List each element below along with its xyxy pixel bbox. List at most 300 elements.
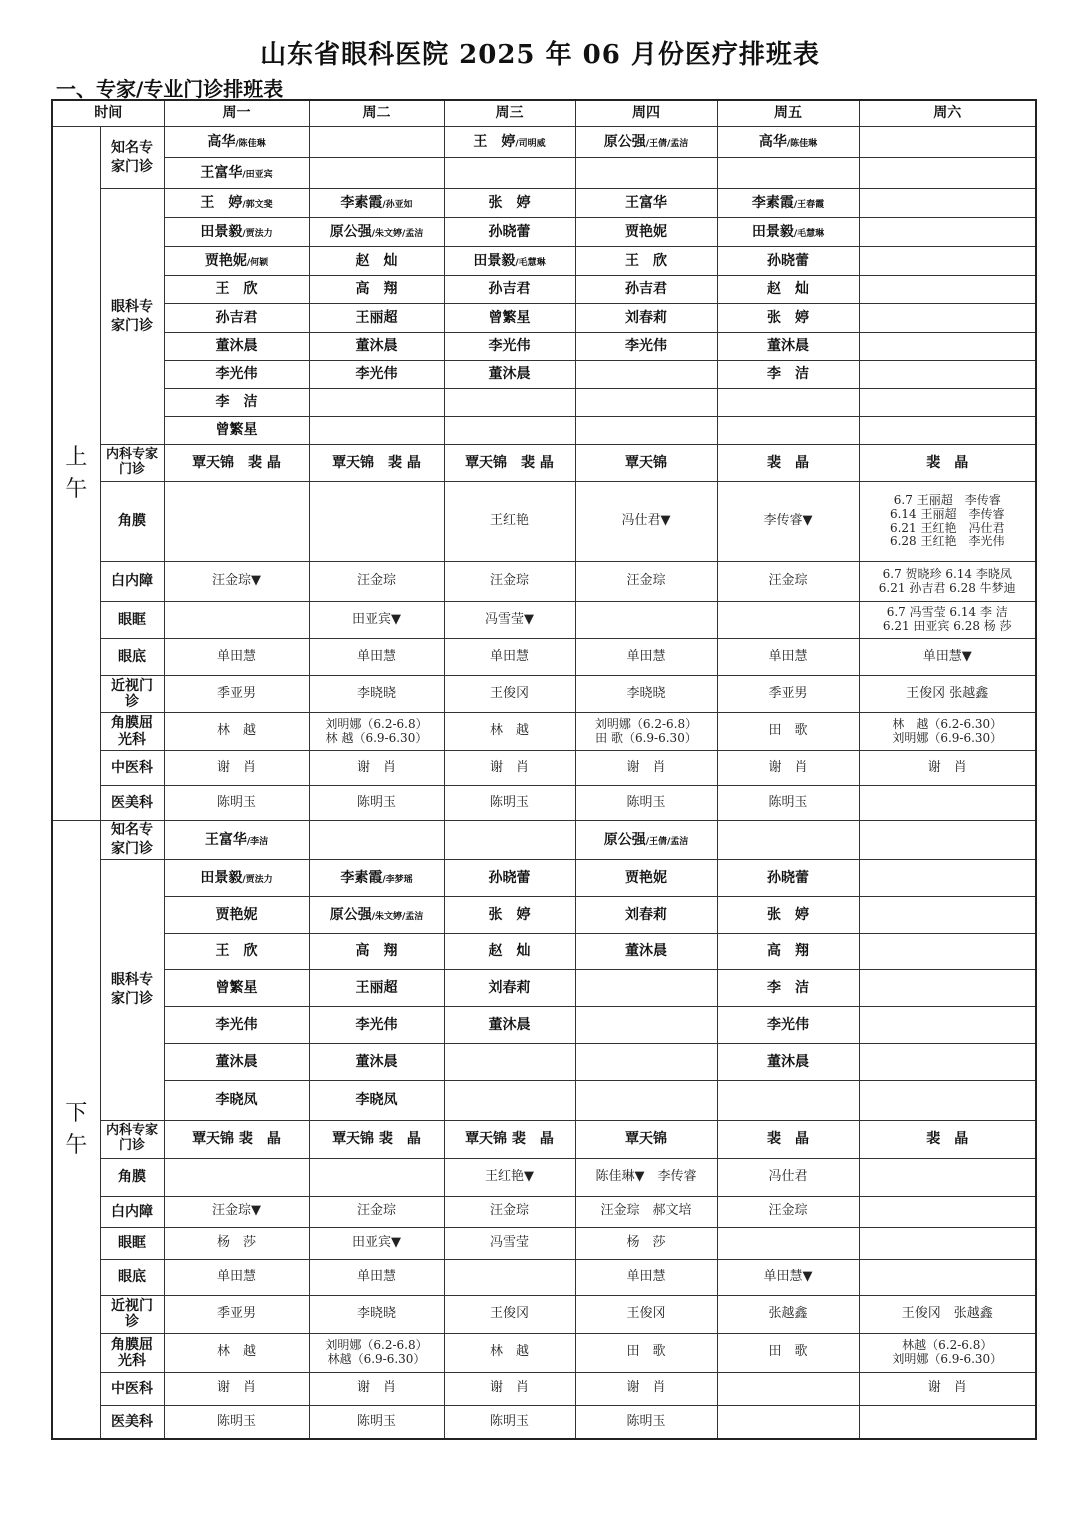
schedule-cell: [859, 1405, 1036, 1439]
assistant-names: /朱文婷/孟洁: [371, 228, 424, 239]
schedule-cell: [444, 896, 575, 933]
schedule-cell: [575, 786, 717, 821]
schedule-cell: 裴 晶: [859, 445, 1036, 482]
doctor-name: 高华: [758, 133, 787, 150]
schedule-cell: [164, 896, 309, 933]
specialty-row: [52, 1196, 1036, 1227]
schedule-cell: [309, 361, 444, 389]
schedule-cell: [444, 933, 575, 969]
schedule-cell: [444, 1372, 575, 1405]
schedule-cell: [309, 127, 444, 158]
assistant-names: /李洁: [246, 836, 269, 847]
schedule-entry: 汪金琮▼: [212, 1203, 261, 1219]
doctor-name: 赵 灿: [355, 252, 398, 269]
schedule-cell: [164, 821, 309, 860]
schedule-cell: [164, 304, 309, 333]
assistant-names: /王倩/孟洁: [645, 138, 689, 149]
expert-row: [52, 333, 1036, 361]
famous-row: [52, 158, 1036, 189]
schedule-cell: [717, 1196, 859, 1227]
assistant-names: /李梦瑶: [382, 874, 413, 885]
schedule-cell: [309, 786, 444, 821]
expert-row: [52, 389, 1036, 417]
schedule-cell: [575, 1043, 717, 1080]
schedule-cell: [859, 1372, 1036, 1405]
schedule-cell: [859, 751, 1036, 786]
schedule-cell: 裴 晶: [717, 445, 859, 482]
schedule-cell: [444, 417, 575, 445]
schedule-entry: 王俊冈 张越鑫: [906, 685, 989, 701]
schedule-cell: [575, 1227, 717, 1259]
schedule-entry: 王俊冈: [489, 685, 529, 701]
schedule-cell: [575, 602, 717, 639]
schedule-cell: [164, 189, 309, 218]
expert-row: [52, 1080, 1036, 1120]
schedule-cell: [575, 304, 717, 333]
schedule-cell: [309, 1405, 444, 1439]
schedule-entry: 陈明玉: [626, 1413, 666, 1429]
schedule-cell: [309, 1006, 444, 1043]
schedule-entry: 谢 肖: [768, 759, 808, 775]
schedule-cell: [717, 676, 859, 713]
schedule-cell: [309, 1227, 444, 1259]
doctor-name: 原公强: [603, 831, 646, 848]
expert-row: [52, 276, 1036, 304]
schedule-entry: 刘明娜（6.2-6.8）: [594, 716, 698, 731]
doctor-name: 孙吉君: [488, 281, 531, 298]
schedule-cell: [444, 1259, 575, 1295]
schedule-cell: [717, 713, 859, 751]
schedule-entry: 汪金琮: [768, 573, 808, 589]
schedule-entry: 陈明玉: [489, 794, 529, 810]
schedule-entry: 汪金琮: [768, 1203, 808, 1219]
category-specialty: 眼底: [100, 639, 164, 676]
schedule-entry: 田亚宾▼: [352, 1234, 401, 1250]
schedule-cell: [164, 158, 309, 189]
am-period-label: [52, 127, 100, 821]
schedule-cell: [859, 676, 1036, 713]
doctor-name: 董沐晨: [767, 1053, 809, 1070]
schedule-cell: [717, 1080, 859, 1120]
category-eye-expert: 眼科专家门诊: [100, 859, 164, 1120]
doctor-name: 董沐晨: [215, 338, 258, 355]
schedule-cell: [444, 602, 575, 639]
schedule-entry: 单田慧: [356, 1268, 396, 1284]
category-specialty: 角膜屈光科: [100, 1333, 164, 1372]
schedule-cell: [717, 389, 859, 417]
doctor-name: 李光伟: [215, 1016, 258, 1033]
schedule-entry: 林 越: [489, 1344, 529, 1360]
schedule-entry: 田 歌: [768, 1344, 808, 1360]
schedule-cell: [164, 1405, 309, 1439]
famous-row: [52, 821, 1036, 860]
schedule-entry: 单田慧: [768, 648, 808, 664]
schedule-cell: [575, 713, 717, 751]
schedule-cell: [444, 562, 575, 602]
schedule-cell: [575, 361, 717, 389]
doctor-name: 董沐晨: [488, 366, 531, 383]
doctor-name: 李光伟: [215, 366, 258, 383]
schedule-entry: 谢 肖: [216, 1380, 256, 1396]
specialty-row: [52, 751, 1036, 786]
schedule-cell: [575, 127, 717, 158]
schedule-cell: [309, 896, 444, 933]
expert-row: [52, 1043, 1036, 1080]
schedule-cell: [309, 1295, 444, 1333]
assistant-names: /陈佳琳: [235, 138, 266, 149]
expert-row: [52, 859, 1036, 896]
doctor-name: 张 婷: [488, 194, 531, 211]
schedule-cell: [717, 1333, 859, 1372]
schedule-entry: 林 越: [216, 1344, 256, 1360]
schedule-cell: 覃天锦 裴 晶: [444, 445, 575, 482]
schedule-entry: 张越鑫: [768, 1305, 808, 1321]
doctor-name: 孙晓蕾: [488, 223, 531, 240]
schedule-cell: [575, 1333, 717, 1372]
schedule-entry: 6.28 王红艳 李光伟: [889, 534, 1005, 549]
schedule-entry: 林 越（6.9-6.30）: [325, 730, 428, 745]
doctor-name: 刘春莉: [488, 979, 531, 996]
doctor-name: 王丽超: [355, 309, 398, 326]
schedule-cell: [444, 1080, 575, 1120]
schedule-entry: 刘明娜（6.2-6.8）: [325, 716, 428, 731]
schedule-cell: [164, 751, 309, 786]
schedule-cell: 覃天锦 裴 晶: [309, 445, 444, 482]
schedule-entry: 田 歌: [768, 723, 808, 739]
category-specialty: 医美科: [100, 786, 164, 821]
doctor-name: 田景毅: [473, 252, 516, 269]
schedule-entry: 林越（6.9-6.30）: [327, 1351, 426, 1366]
doctor-name: 孙晓蕾: [488, 869, 531, 886]
schedule-cell: [309, 247, 444, 276]
schedule-cell: [444, 158, 575, 189]
category-specialty: 白内障: [100, 1196, 164, 1227]
schedule-cell: [444, 1158, 575, 1196]
schedule-cell: [309, 1080, 444, 1120]
schedule-cell: [717, 333, 859, 361]
assistant-names: /田亚宾: [242, 169, 273, 180]
schedule-cell: [859, 933, 1036, 969]
schedule-cell: [575, 333, 717, 361]
schedule-entry: 王俊冈: [626, 1305, 666, 1321]
category-specialty: 近视门诊: [100, 1295, 164, 1333]
category-specialty: 角膜: [100, 1158, 164, 1196]
schedule-cell: [164, 482, 309, 562]
schedule-cell: [309, 389, 444, 417]
schedule-cell: [859, 859, 1036, 896]
schedule-cell: [575, 969, 717, 1006]
specialty-row: [52, 1372, 1036, 1405]
schedule-table: [51, 99, 1037, 1440]
schedule-cell: [164, 276, 309, 304]
assistant-names: /王倩/孟洁: [645, 836, 689, 847]
schedule-entry: 谢 肖: [356, 759, 396, 775]
schedule-cell: [575, 1196, 717, 1227]
doctor-name: 张 婷: [767, 906, 809, 923]
schedule-entry: 6.7 贺晓珍 6.14 李晓凤: [882, 566, 1012, 581]
page-title: 山东省眼科医院 2025 年 06 月份医疗排班表: [260, 40, 820, 70]
doctor-name: 张 婷: [488, 906, 531, 923]
category-specialty: 医美科: [100, 1405, 164, 1439]
schedule-cell: [309, 1259, 444, 1295]
schedule-entry: 谢 肖: [216, 759, 256, 775]
doctor-name: 孙晓蕾: [767, 252, 809, 269]
category-specialty: 白内障: [100, 562, 164, 602]
schedule-cell: [164, 333, 309, 361]
assistant-names: /何颖: [246, 257, 269, 268]
schedule-cell: [309, 676, 444, 713]
schedule-cell: [859, 969, 1036, 1006]
schedule-cell: [717, 821, 859, 860]
schedule-cell: 覃天锦 裴 晶: [164, 1120, 309, 1158]
schedule-entry: 陈明玉: [356, 794, 396, 810]
schedule-cell: [164, 247, 309, 276]
schedule-cell: [717, 896, 859, 933]
specialty-row: [52, 1295, 1036, 1333]
schedule-cell: [575, 562, 717, 602]
schedule-cell: [309, 751, 444, 786]
schedule-cell: [444, 247, 575, 276]
schedule-cell: [309, 158, 444, 189]
schedule-cell: [309, 1043, 444, 1080]
expert-row: [52, 218, 1036, 247]
schedule-cell: [164, 713, 309, 751]
schedule-cell: 裴 晶: [717, 1120, 859, 1158]
schedule-cell: [859, 1227, 1036, 1259]
schedule-cell: [444, 1295, 575, 1333]
specialty-row: [52, 562, 1036, 602]
schedule-cell: 覃天锦 裴 晶: [164, 445, 309, 482]
internal-row: [52, 445, 1036, 482]
schedule-cell: [309, 639, 444, 676]
doctor-name: 赵 灿: [488, 943, 531, 960]
doctor-name: 董沐晨: [215, 1053, 258, 1070]
doctor-name: 李光伟: [625, 338, 667, 355]
doctor-name: 原公强: [329, 223, 372, 240]
schedule-cell: [717, 786, 859, 821]
schedule-entry: 陈明玉: [216, 794, 256, 810]
schedule-cell: [575, 896, 717, 933]
category-specialty: 中医科: [100, 1372, 164, 1405]
doctor-name: 贾艳妮: [215, 906, 258, 923]
schedule-entry: 汪金琮: [356, 1203, 396, 1219]
expert-row: [52, 1006, 1036, 1043]
schedule-cell: [444, 639, 575, 676]
doctor-name: 曾繁星: [215, 979, 258, 996]
schedule-cell: [859, 189, 1036, 218]
schedule-cell: [309, 1333, 444, 1372]
schedule-cell: [717, 602, 859, 639]
schedule-cell: [444, 676, 575, 713]
schedule-entry: 6.21 田亚宾 6.28 杨 莎: [882, 619, 1012, 633]
schedule-cell: [575, 1006, 717, 1043]
schedule-cell: [444, 189, 575, 218]
schedule-cell: 覃天锦 裴 晶: [309, 1120, 444, 1158]
schedule-cell: [717, 417, 859, 445]
schedule-cell: [309, 821, 444, 860]
schedule-cell: [859, 1259, 1036, 1295]
am-period-text: 上午: [65, 444, 88, 502]
pm-period-text: 下午: [65, 1100, 88, 1158]
schedule-cell: [444, 751, 575, 786]
doctor-name: 高华: [207, 133, 236, 150]
schedule-cell: [575, 247, 717, 276]
doctor-name: 高 翔: [355, 281, 398, 298]
schedule-cell: [575, 189, 717, 218]
category-specialty: 眼底: [100, 1259, 164, 1295]
schedule-cell: [859, 389, 1036, 417]
schedule-entry: 谢 肖: [356, 1380, 396, 1396]
schedule-cell: [717, 639, 859, 676]
doctor-name: 董沐晨: [355, 338, 398, 355]
assistant-names: /孙亚如: [382, 199, 413, 210]
schedule-entry: 冯雪莹: [489, 1234, 529, 1250]
schedule-cell: [859, 1196, 1036, 1227]
schedule-cell: [444, 1333, 575, 1372]
doctor-name: 田景毅: [751, 223, 794, 240]
schedule-cell: [575, 1080, 717, 1120]
schedule-cell: [575, 676, 717, 713]
schedule-cell: [164, 1158, 309, 1196]
schedule-entry: 陈明玉: [626, 794, 666, 810]
assistant-names: /郭文斐: [242, 199, 273, 210]
doctor-name: 王 欣: [215, 281, 258, 298]
category-famous-expert: 知名专家门诊: [100, 821, 164, 860]
schedule-cell: [164, 859, 309, 896]
doctor-name: 原公强: [329, 906, 372, 923]
schedule-cell: [164, 933, 309, 969]
schedule-entry: 单田慧: [626, 648, 666, 664]
doctor-name: 高 翔: [355, 943, 398, 960]
schedule-cell: [309, 969, 444, 1006]
schedule-cell: [444, 218, 575, 247]
schedule-cell: [164, 127, 309, 158]
schedule-cell: [859, 562, 1036, 602]
doctor-name: 张 婷: [767, 309, 809, 326]
schedule-entry: 冯仕君: [768, 1168, 808, 1184]
schedule-cell: [717, 361, 859, 389]
assistant-names: /毛慧琳: [515, 257, 546, 268]
schedule-entry: 单田慧: [489, 648, 529, 664]
doctor-name: 曾繁星: [488, 309, 531, 326]
schedule-cell: [575, 859, 717, 896]
schedule-entry: 6.21 孙吉君 6.28 牛梦迪: [878, 580, 1016, 595]
doctor-name: 田景毅: [200, 869, 243, 886]
schedule-cell: [575, 1405, 717, 1439]
schedule-cell: [444, 1405, 575, 1439]
schedule-cell: [859, 127, 1036, 158]
schedule-entry: 林 越: [489, 723, 529, 739]
header-sat: 周六: [859, 100, 1036, 127]
schedule-entry: 单田慧▼: [763, 1268, 813, 1284]
schedule-entry: 6.14 王丽超 李传睿: [889, 506, 1005, 521]
schedule-cell: [859, 247, 1036, 276]
assistant-names: /王春霞: [793, 199, 825, 210]
assistant-names: /朱文婷/孟洁: [371, 911, 424, 922]
schedule-cell: [164, 417, 309, 445]
doctor-name: 王富华: [200, 164, 243, 181]
schedule-cell: [859, 602, 1036, 639]
header-row: [52, 100, 1036, 127]
schedule-cell: [309, 276, 444, 304]
assistant-names: /毛慧琳: [793, 228, 825, 239]
schedule-entry: 田 歌（6.9-6.30）: [595, 730, 697, 745]
schedule-entry: 陈明玉: [489, 1413, 529, 1429]
schedule-entry: 田 歌: [626, 1344, 666, 1360]
schedule-cell: [859, 1043, 1036, 1080]
doctor-name: 董沐晨: [488, 1016, 531, 1033]
schedule-cell: [575, 1158, 717, 1196]
schedule-cell: 覃天锦: [575, 1120, 717, 1158]
schedule-cell: [717, 276, 859, 304]
schedule-entry: 汪金琮: [489, 573, 529, 589]
schedule-entry: 王俊冈 张越鑫: [901, 1305, 993, 1321]
schedule-cell: [575, 417, 717, 445]
schedule-entry: 单田慧▼: [922, 648, 972, 664]
schedule-cell: [309, 304, 444, 333]
doctor-name: 王丽超: [355, 979, 398, 996]
schedule-cell: [859, 333, 1036, 361]
schedule-cell: [859, 218, 1036, 247]
schedule-cell: [859, 821, 1036, 860]
schedule-entry: 汪金琮: [489, 1203, 529, 1219]
category-specialty: 中医科: [100, 751, 164, 786]
schedule-cell: [717, 562, 859, 602]
schedule-cell: [309, 713, 444, 751]
schedule-cell: [575, 821, 717, 860]
schedule-cell: [444, 1006, 575, 1043]
schedule-cell: [309, 562, 444, 602]
schedule-cell: [859, 361, 1036, 389]
schedule-cell: [859, 304, 1036, 333]
doctor-name: 李 洁: [215, 394, 258, 411]
schedule-cell: [444, 1196, 575, 1227]
schedule-entry: 季亚男: [216, 685, 256, 701]
doctor-name: 王 欣: [625, 252, 667, 269]
schedule-cell: [575, 1372, 717, 1405]
doctor-name: 孙晓蕾: [767, 869, 809, 886]
schedule-cell: [164, 389, 309, 417]
schedule-cell: [444, 969, 575, 1006]
schedule-cell: [444, 276, 575, 304]
doctor-name: 李晓凤: [355, 1092, 398, 1109]
doctor-name: 李素霞: [340, 194, 383, 211]
expert-row: [52, 247, 1036, 276]
schedule-cell: [717, 969, 859, 1006]
schedule-entry: 刘明娜（6.2-6.8）: [325, 1337, 428, 1352]
schedule-entry: 陈佳琳▼ 李传睿: [595, 1168, 697, 1184]
schedule-entry: 王俊冈: [489, 1305, 529, 1321]
doctor-name: 王 婷: [200, 194, 243, 211]
specialty-row: [52, 482, 1036, 562]
schedule-cell: [859, 417, 1036, 445]
schedule-entry: 刘明娜（6.9-6.30）: [892, 1351, 1003, 1366]
schedule-cell: [859, 1080, 1036, 1120]
schedule-cell: [717, 158, 859, 189]
schedule-cell: [717, 1295, 859, 1333]
doctor-name: 贾艳妮: [625, 869, 667, 886]
schedule-cell: [575, 482, 717, 562]
category-specialty: 近视门诊: [100, 676, 164, 713]
schedule-cell: [575, 276, 717, 304]
doctor-name: 高 翔: [767, 943, 809, 960]
doctor-name: 董沐晨: [625, 943, 667, 960]
category-internal-expert: 内科专家门诊: [100, 1120, 164, 1158]
schedule-cell: [309, 482, 444, 562]
schedule-cell: [164, 1006, 309, 1043]
doctor-name: 刘春莉: [625, 309, 667, 326]
schedule-cell: [859, 276, 1036, 304]
